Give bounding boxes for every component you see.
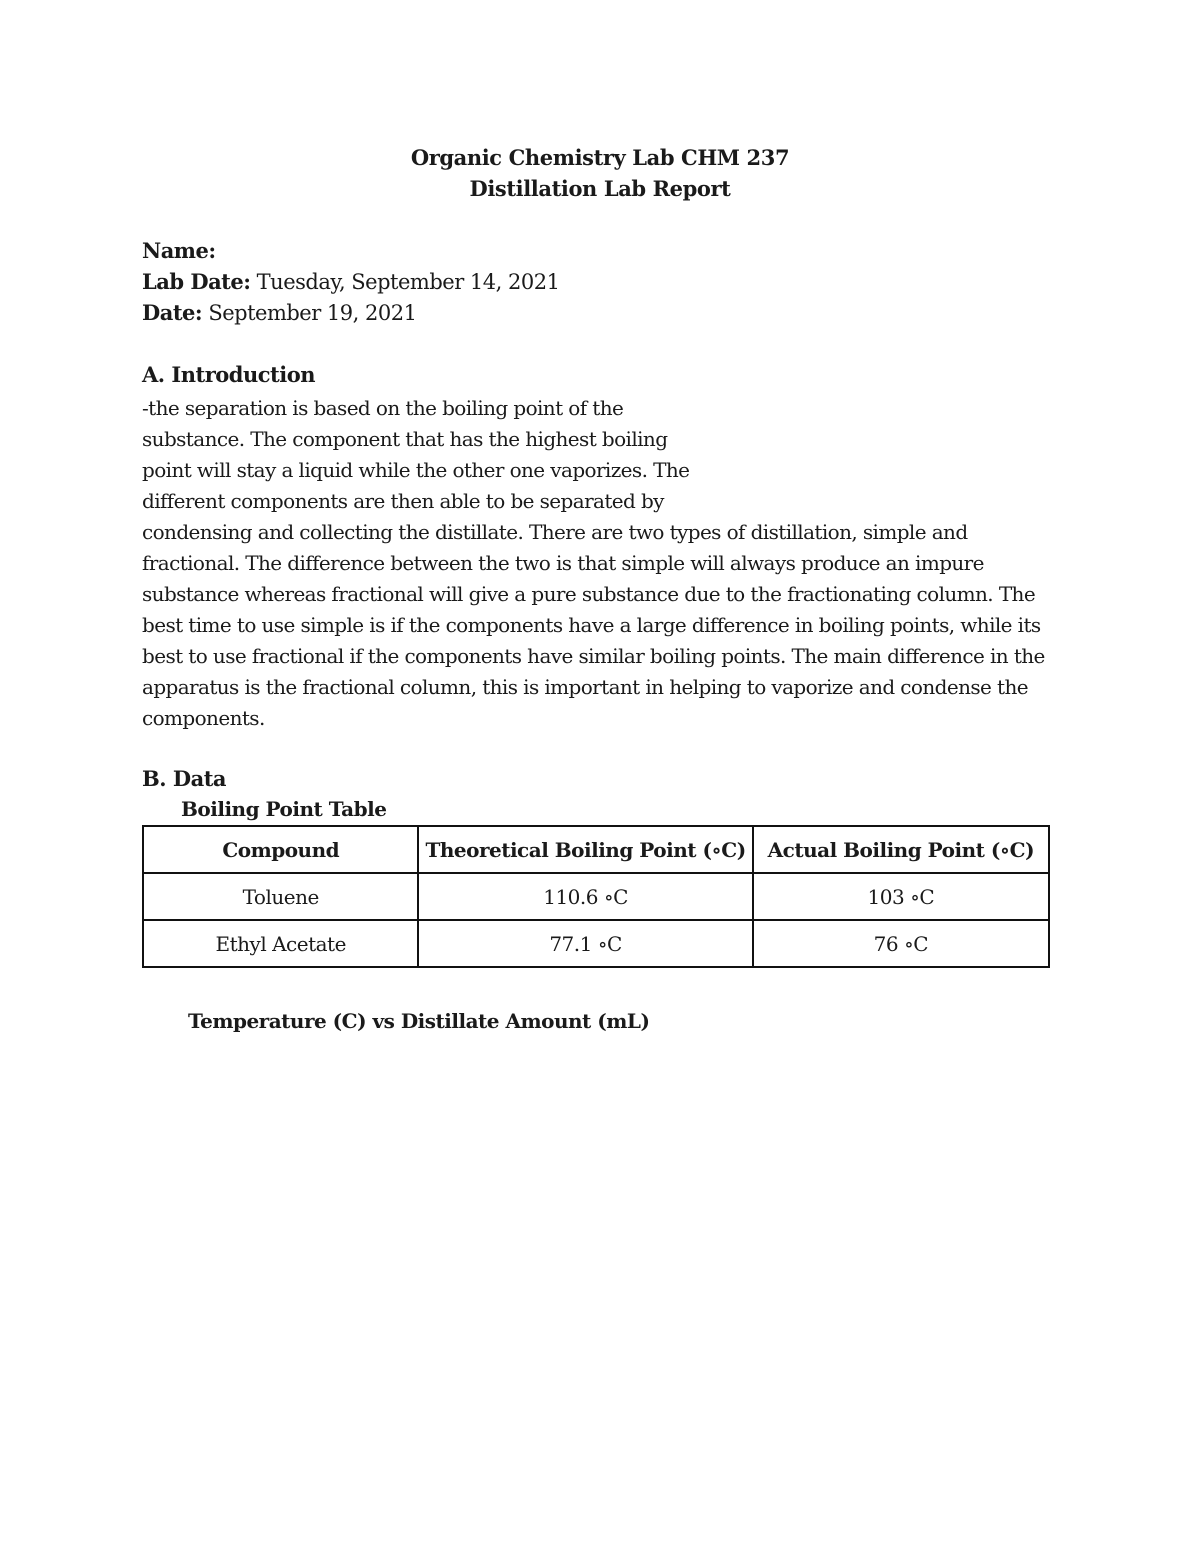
compound-cell: Toluene xyxy=(143,873,418,920)
actual-cell: 76 ∘C xyxy=(753,920,1049,967)
table-row xyxy=(143,920,1049,967)
document-subtitle: Distillation Lab Report xyxy=(469,176,731,201)
boiling-point-table xyxy=(142,825,1050,968)
intro-line: condensing and collecting the distillate. There are two types of distillation, simple and xyxy=(142,520,968,544)
table-header-row xyxy=(143,826,1049,873)
column-header-compound: Compound xyxy=(143,826,418,873)
data-heading: B. Data xyxy=(142,766,226,791)
graph-title: Temperature (C) vs Distillate Amount (mL) xyxy=(188,1009,650,1033)
table-caption: Boiling Point Table xyxy=(181,797,387,821)
intro-line: substance. The component that has the highest boiling xyxy=(142,427,668,451)
date-label: Date: xyxy=(142,300,203,325)
intro-line: components. xyxy=(142,706,265,730)
intro-line: apparatus is the fractional column, this is important in helping to vaporize and condense the xyxy=(142,675,1028,699)
date-value: September 19, 2021 xyxy=(202,301,417,325)
intro-line: substance whereas fractional will give a pure substance due to the fractionating column. The xyxy=(142,582,1036,606)
intro-line: best to use fractional if the components have similar boiling points. The main difference in the xyxy=(142,644,1045,668)
compound-cell: Ethyl Acetate xyxy=(143,920,418,967)
intro-line: point will stay a liquid while the other one vaporizes. The xyxy=(142,458,690,482)
intro-line: different components are then able to be separated by xyxy=(142,489,664,513)
introduction-heading: A. Introduction xyxy=(142,362,315,387)
column-header-theoretical: Theoretical Boiling Point (∘C) xyxy=(418,826,752,873)
column-header-actual: Actual Boiling Point (∘C) xyxy=(753,826,1049,873)
date-line xyxy=(142,300,416,325)
actual-cell: 103 ∘C xyxy=(753,873,1049,920)
lab-date-line xyxy=(142,269,559,294)
lab-date-value: Tuesday, September 14, 2021 xyxy=(250,270,560,294)
intro-line: -the separation is based on the boiling point of the xyxy=(142,396,624,420)
theoretical-cell: 110.6 ∘C xyxy=(418,873,752,920)
theoretical-cell: 77.1 ∘C xyxy=(418,920,752,967)
name-label: Name: xyxy=(142,238,216,263)
introduction-body xyxy=(142,393,1045,734)
intro-line: best time to use simple is if the components have a large difference in boiling points, while its xyxy=(142,613,1041,637)
name-line xyxy=(142,238,216,263)
document-title: Organic Chemistry Lab CHM 237 xyxy=(410,145,790,170)
table-row xyxy=(143,873,1049,920)
lab-date-label: Lab Date: xyxy=(142,269,251,294)
intro-line: fractional. The difference between the two is that simple will always produce an impure xyxy=(142,551,984,575)
